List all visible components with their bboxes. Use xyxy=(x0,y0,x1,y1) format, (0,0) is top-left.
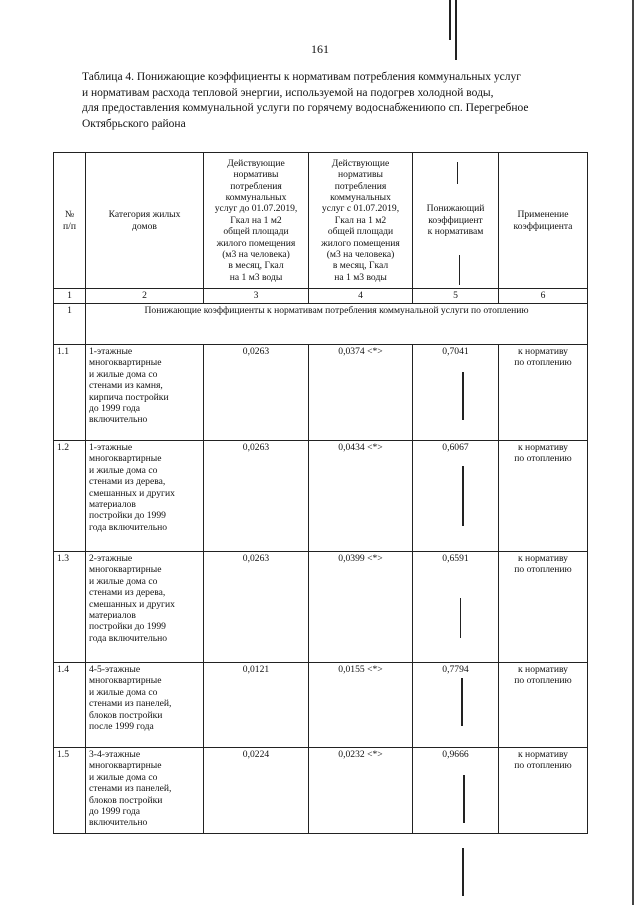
table-caption xyxy=(82,70,562,132)
row-norm-after: 0,0434 <*> xyxy=(309,441,413,552)
page-number: 161 xyxy=(311,42,329,56)
caption-line: и нормативам расхода тепловой энергии, используемой на подогрев холодной воды, xyxy=(82,86,494,99)
column-number: 4 xyxy=(309,289,413,304)
row-category: 3-4-этажные многоквартирные и жилые дома со стенами из панелей, блоков постройки до 1999 года включительно xyxy=(86,748,204,834)
header-row xyxy=(54,153,588,289)
row-category: 2-этажные многоквартирные и жилые дома со стенами из дерева, смешанных и других материалов постройки до 1999 года включительно xyxy=(86,552,204,663)
header-number: № п/п xyxy=(54,153,86,289)
row-coefficient: 0,7041 xyxy=(413,345,499,441)
row-number: 1.5 xyxy=(54,748,86,834)
row-category: 1-этажные многоквартирные и жилые дома со стенами из камня, кирпича постройки до 1999 года включительно xyxy=(86,345,204,441)
header-coefficient: Понижающий коэффициент к нормативам xyxy=(413,153,499,289)
row-application: к нормативу по отоплению xyxy=(499,748,588,834)
scan-artifact-line xyxy=(632,0,634,905)
row-application: к нормативу по отоплению xyxy=(499,552,588,663)
row-number: 1.3 xyxy=(54,552,86,663)
section-number: 1 xyxy=(54,304,86,345)
row-number: 1.2 xyxy=(54,441,86,552)
row-norm-before: 0,0263 xyxy=(204,552,309,663)
row-application: к нормативу по отоплению xyxy=(499,345,588,441)
row-norm-after: 0,0232 <*> xyxy=(309,748,413,834)
column-number: 6 xyxy=(499,289,588,304)
scan-artifact-line xyxy=(462,848,464,896)
row-norm-after: 0,0155 <*> xyxy=(309,663,413,748)
table-row xyxy=(54,552,588,663)
row-number: 1.4 xyxy=(54,663,86,748)
row-category: 4-5-этажные многоквартирные и жилые дома со стенами из панелей, блоков постройки после 1999 года xyxy=(86,663,204,748)
row-category: 1-этажные многоквартирные и жилые дома со стенами из дерева, смешанных и других материалов постройки до 1999 года включительно xyxy=(86,441,204,552)
scan-artifact-line xyxy=(449,0,451,40)
row-coefficient: 0,7794 xyxy=(413,663,499,748)
column-number: 2 xyxy=(86,289,204,304)
column-number: 3 xyxy=(204,289,309,304)
row-number: 1.1 xyxy=(54,345,86,441)
section-row xyxy=(54,304,588,345)
table-row xyxy=(54,441,588,552)
row-application: к нормативу по отоплению xyxy=(499,441,588,552)
header-norm-before: Действующие нормативы потребления коммунальных услуг до 01.07.2019, Гкал на 1 м2 общей площади жилого помещения (м3 на человека) в месяц, Гкал на 1 м3 воды xyxy=(204,153,309,289)
column-number: 5 xyxy=(413,289,499,304)
row-application: к нормативу по отоплению xyxy=(499,663,588,748)
column-number: 1 xyxy=(54,289,86,304)
row-norm-before: 0,0263 xyxy=(204,441,309,552)
row-norm-after: 0,0399 <*> xyxy=(309,552,413,663)
row-coefficient: 0,6067 xyxy=(413,441,499,552)
caption-line: для предоставления коммунальной услуги по горячему водоснабжениюпо сп. Перегребное xyxy=(82,102,529,114)
caption-line: Таблица 4. Понижающие коэффициенты к нормативам потребления коммунальных услуг xyxy=(82,71,521,83)
row-coefficient: 0,6591 xyxy=(413,552,499,663)
table-row xyxy=(54,663,588,748)
header-norm-after: Действующие нормативы потребления коммунальных услуг с 01.07.2019, Гкал на 1 м2 общей площади жилого помещения (м3 на человека) в месяц, Гкал на 1 м3 воды xyxy=(309,153,413,289)
row-coefficient: 0,9666 xyxy=(413,748,499,834)
table-row xyxy=(54,345,588,441)
header-application: Применение коэффициента xyxy=(499,153,588,289)
coefficients-table xyxy=(53,152,588,834)
row-norm-before: 0,0263 xyxy=(204,345,309,441)
caption-line: Октябрьского района xyxy=(82,117,186,130)
table-row xyxy=(54,748,588,834)
header-category: Категория жилых домов xyxy=(86,153,204,289)
section-title: Понижающие коэффициенты к нормативам потребления коммунальной услуги по отоплению xyxy=(86,304,588,345)
row-norm-before: 0,0121 xyxy=(204,663,309,748)
row-norm-after: 0,0374 <*> xyxy=(309,345,413,441)
column-number-row xyxy=(54,289,588,304)
row-norm-before: 0,0224 xyxy=(204,748,309,834)
